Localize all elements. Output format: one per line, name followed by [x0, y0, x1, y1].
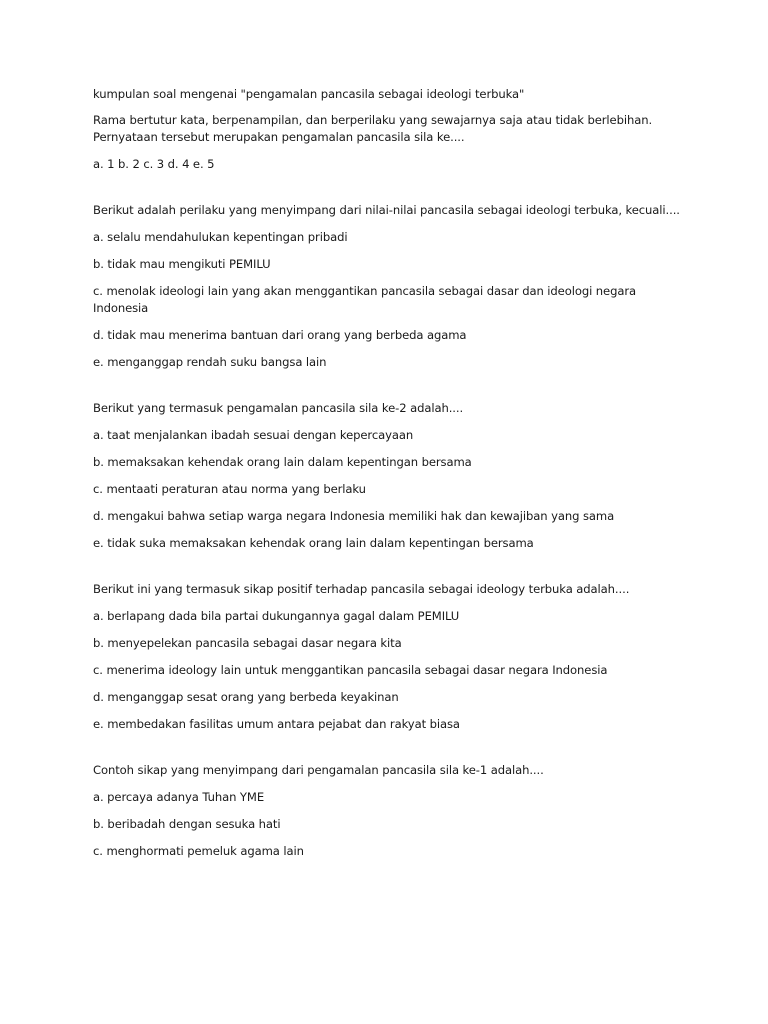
question-text: Berikut yang termasuk pengamalan pancasila sila ke-2 adalah.... — [93, 401, 464, 415]
option-line: d. mengakui bahwa setiap warga negara Indonesia memiliki hak dan kewajiban yang sama — [93, 509, 615, 523]
question-text: Berikut adalah perilaku yang menyimpang dari nilai-nilai pancasila sebagai ideologi terbuka, kecuali.... — [93, 203, 680, 217]
question-spacer — [93, 381, 693, 400]
option-line: a. 1 b. 2 c. 3 d. 4 e. 5 — [93, 157, 215, 171]
document-title: kumpulan soal mengenai "pengamalan pancasila sebagai ideologi terbuka" — [93, 87, 525, 101]
document-page — [93, 86, 693, 870]
option-line: a. selalu mendahulukan kepentingan pribadi — [93, 230, 348, 244]
option-line: b. tidak mau mengikuti PEMILU — [93, 257, 271, 271]
option-line: e. menganggap rendah suku bangsa lain — [93, 355, 327, 369]
option-line: e. tidak suka memaksakan kehendak orang lain dalam kepentingan bersama — [93, 536, 534, 550]
option-line: a. berlapang dada bila partai dukungannya gagal dalam PEMILU — [93, 609, 460, 623]
option-line: e. membedakan fasilitas umum antara pejabat dan rakyat biasa — [93, 717, 460, 731]
question-block — [93, 581, 693, 733]
option-line: d. tidak mau menerima bantuan dari orang yang berbeda agama — [93, 328, 467, 342]
option-line: c. menolak ideologi lain yang akan menggantikan pancasila sebagai dasar dan ideologi negara Indonesia — [93, 284, 637, 315]
question-block — [93, 202, 693, 371]
option-line: a. taat menjalankan ibadah sesuai dengan kepercayaan — [93, 428, 414, 442]
option-line: a. percaya adanya Tuhan YME — [93, 790, 265, 804]
option-line: d. menganggap sesat orang yang berbeda keyakinan — [93, 690, 399, 704]
question-spacer — [93, 183, 693, 202]
question-spacer — [93, 562, 693, 581]
option-line: b. menyepelekan pancasila sebagai dasar negara kita — [93, 636, 402, 650]
question-text: Contoh sikap yang menyimpang dari pengamalan pancasila sila ke-1 adalah.... — [93, 763, 544, 777]
question-block — [93, 400, 693, 552]
question-block — [93, 112, 693, 173]
question-text: Rama bertutur kata, berpenampilan, dan berperilaku yang sewajarnya saja atau tidak berlebihan. Pernyataan tersebut merupakan pengamalan pancasila sila ke.... — [93, 113, 653, 144]
option-line: b. beribadah dengan sesuka hati — [93, 817, 281, 831]
question-text: Berikut ini yang termasuk sikap positif terhadap pancasila sebagai ideology terbuka adalah.... — [93, 582, 630, 596]
option-line: c. mentaati peraturan atau norma yang berlaku — [93, 482, 366, 496]
option-line: b. memaksakan kehendak orang lain dalam kepentingan bersama — [93, 455, 472, 469]
option-line: c. menerima ideology lain untuk menggantikan pancasila sebagai dasar negara Indonesia — [93, 663, 608, 677]
question-spacer — [93, 743, 693, 762]
question-block — [93, 762, 693, 860]
option-line: c. menghormati pemeluk agama lain — [93, 844, 304, 858]
